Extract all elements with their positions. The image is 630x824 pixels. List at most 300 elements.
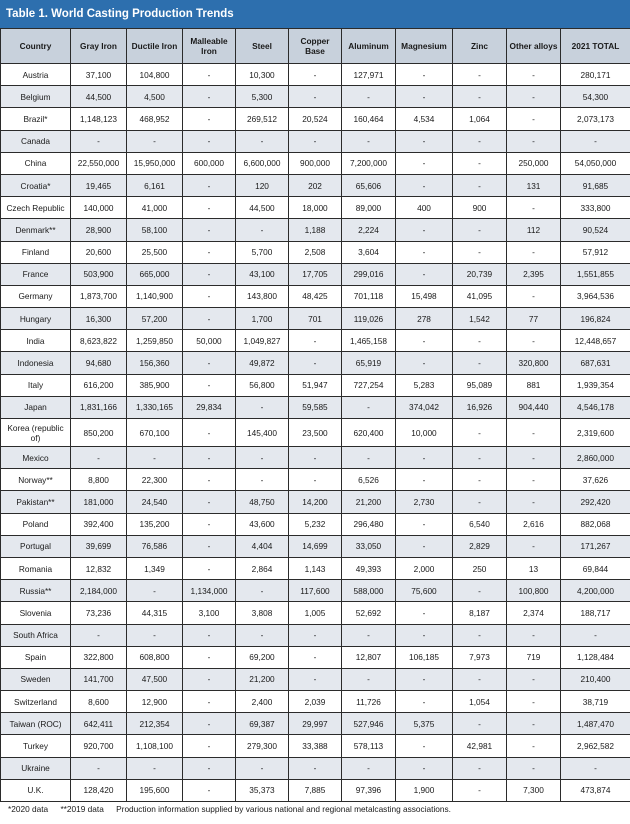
- value-cell: -: [289, 130, 342, 152]
- value-cell: 13: [507, 557, 561, 579]
- table-row: [1, 491, 630, 513]
- table-row: [1, 713, 630, 735]
- value-cell: 1,465,158: [342, 330, 396, 352]
- value-cell: 33,050: [342, 535, 396, 557]
- value-cell: 65,606: [342, 174, 396, 196]
- value-cell: -: [453, 64, 507, 86]
- country-cell: Portugal: [1, 535, 71, 557]
- value-cell: 292,420: [561, 491, 630, 513]
- value-cell: 141,700: [71, 668, 127, 690]
- value-cell: -: [289, 447, 342, 469]
- header-other-alloys: Other alloys: [507, 29, 561, 64]
- value-cell: -: [396, 668, 453, 690]
- value-cell: 43,100: [236, 263, 289, 285]
- value-cell: -: [183, 108, 236, 130]
- value-cell: -: [453, 330, 507, 352]
- value-cell: -: [183, 374, 236, 396]
- country-cell: South Africa: [1, 624, 71, 646]
- value-cell: -: [396, 174, 453, 196]
- value-cell: -: [183, 197, 236, 219]
- value-cell: 47,500: [127, 668, 183, 690]
- table-row: [1, 174, 630, 196]
- value-cell: -: [507, 491, 561, 513]
- value-cell: 850,200: [71, 419, 127, 447]
- country-cell: Turkey: [1, 735, 71, 757]
- value-cell: -: [127, 757, 183, 779]
- value-cell: -: [507, 419, 561, 447]
- value-cell: -: [183, 419, 236, 447]
- footnote: [8, 804, 461, 814]
- value-cell: 15,498: [396, 285, 453, 307]
- value-cell: -: [453, 352, 507, 374]
- value-cell: 120: [236, 174, 289, 196]
- value-cell: 5,700: [236, 241, 289, 263]
- value-cell: -: [396, 535, 453, 557]
- value-cell: 1,140,900: [127, 285, 183, 307]
- value-cell: 385,900: [127, 374, 183, 396]
- value-cell: 8,187: [453, 602, 507, 624]
- value-cell: -: [453, 668, 507, 690]
- value-cell: 94,680: [71, 352, 127, 374]
- value-cell: 882,068: [561, 513, 630, 535]
- value-cell: 1,873,700: [71, 285, 127, 307]
- value-cell: -: [289, 469, 342, 491]
- value-cell: 279,300: [236, 735, 289, 757]
- value-cell: 3,808: [236, 602, 289, 624]
- value-cell: 50,000: [183, 330, 236, 352]
- table-row: [1, 86, 630, 108]
- value-cell: 1,143: [289, 557, 342, 579]
- value-cell: -: [507, 691, 561, 713]
- value-cell: 503,900: [71, 263, 127, 285]
- value-cell: 278: [396, 308, 453, 330]
- casting-production-table: [0, 28, 630, 802]
- value-cell: 900,000: [289, 152, 342, 174]
- value-cell: 5,300: [236, 86, 289, 108]
- value-cell: -: [453, 757, 507, 779]
- value-cell: 4,500: [127, 86, 183, 108]
- value-cell: 156,360: [127, 352, 183, 374]
- value-cell: 687,631: [561, 352, 630, 374]
- value-cell: 8,623,822: [71, 330, 127, 352]
- value-cell: 3,604: [342, 241, 396, 263]
- value-cell: -: [507, 713, 561, 735]
- value-cell: 2,730: [396, 491, 453, 513]
- value-cell: 20,524: [289, 108, 342, 130]
- value-cell: 52,692: [342, 602, 396, 624]
- header-country: Country: [1, 29, 71, 64]
- country-cell: Sweden: [1, 668, 71, 690]
- header-zinc: Zinc: [453, 29, 507, 64]
- value-cell: -: [453, 580, 507, 602]
- value-cell: 701,118: [342, 285, 396, 307]
- value-cell: -: [396, 130, 453, 152]
- value-cell: 22,550,000: [71, 152, 127, 174]
- value-cell: -: [183, 130, 236, 152]
- value-cell: 44,500: [236, 197, 289, 219]
- value-cell: 280,171: [561, 64, 630, 86]
- value-cell: 202: [289, 174, 342, 196]
- value-cell: 1,349: [127, 557, 183, 579]
- value-cell: 76,586: [127, 535, 183, 557]
- value-cell: -: [507, 64, 561, 86]
- value-cell: 48,750: [236, 491, 289, 513]
- header-steel: Steel: [236, 29, 289, 64]
- table-row: [1, 285, 630, 307]
- value-cell: 8,600: [71, 691, 127, 713]
- value-cell: 77: [507, 308, 561, 330]
- country-cell: Poland: [1, 513, 71, 535]
- value-cell: 21,200: [236, 668, 289, 690]
- value-cell: -: [183, 263, 236, 285]
- value-cell: 1,700: [236, 308, 289, 330]
- country-cell: Belgium: [1, 86, 71, 108]
- value-cell: 701: [289, 308, 342, 330]
- value-cell: 6,600,000: [236, 152, 289, 174]
- value-cell: -: [396, 241, 453, 263]
- value-cell: 3,964,536: [561, 285, 630, 307]
- value-cell: 11,726: [342, 691, 396, 713]
- country-cell: Norway**: [1, 469, 71, 491]
- value-cell: -: [236, 624, 289, 646]
- value-cell: 1,188: [289, 219, 342, 241]
- country-cell: Japan: [1, 396, 71, 418]
- value-cell: -: [127, 130, 183, 152]
- value-cell: 12,900: [127, 691, 183, 713]
- value-cell: 41,095: [453, 285, 507, 307]
- value-cell: 181,000: [71, 491, 127, 513]
- value-cell: -: [183, 735, 236, 757]
- value-cell: -: [183, 447, 236, 469]
- value-cell: 14,200: [289, 491, 342, 513]
- value-cell: 160,464: [342, 108, 396, 130]
- value-cell: 135,200: [127, 513, 183, 535]
- value-cell: 1,148,123: [71, 108, 127, 130]
- value-cell: 143,800: [236, 285, 289, 307]
- header-ductile-iron: Ductile Iron: [127, 29, 183, 64]
- value-cell: 588,000: [342, 580, 396, 602]
- table-row: [1, 219, 630, 241]
- value-cell: 73,236: [71, 602, 127, 624]
- value-cell: -: [183, 535, 236, 557]
- value-cell: 600,000: [183, 152, 236, 174]
- header-row: [1, 29, 630, 64]
- value-cell: -: [71, 624, 127, 646]
- value-cell: -: [396, 602, 453, 624]
- header-magnesium: Magnesium: [396, 29, 453, 64]
- table-row: [1, 447, 630, 469]
- value-cell: -: [453, 447, 507, 469]
- value-cell: -: [507, 757, 561, 779]
- value-cell: 195,600: [127, 779, 183, 801]
- value-cell: 42,981: [453, 735, 507, 757]
- value-cell: 57,912: [561, 241, 630, 263]
- value-cell: -: [507, 285, 561, 307]
- value-cell: 24,540: [127, 491, 183, 513]
- country-cell: Italy: [1, 374, 71, 396]
- value-cell: -: [289, 624, 342, 646]
- value-cell: 7,885: [289, 779, 342, 801]
- value-cell: 44,500: [71, 86, 127, 108]
- value-cell: -: [507, 735, 561, 757]
- country-cell: Brazil*: [1, 108, 71, 130]
- value-cell: 19,465: [71, 174, 127, 196]
- value-cell: 65,919: [342, 352, 396, 374]
- value-cell: 95,089: [453, 374, 507, 396]
- value-cell: 2,400: [236, 691, 289, 713]
- table-row: [1, 352, 630, 374]
- value-cell: 14,699: [289, 535, 342, 557]
- value-cell: 100,800: [507, 580, 561, 602]
- table-row: [1, 263, 630, 285]
- value-cell: -: [289, 330, 342, 352]
- value-cell: 2,374: [507, 602, 561, 624]
- value-cell: -: [183, 713, 236, 735]
- value-cell: -: [289, 352, 342, 374]
- value-cell: -: [183, 174, 236, 196]
- table-row: [1, 557, 630, 579]
- value-cell: 2,039: [289, 691, 342, 713]
- country-cell: Czech Republic: [1, 197, 71, 219]
- header-total: 2021 TOTAL: [561, 29, 630, 64]
- value-cell: 250: [453, 557, 507, 579]
- value-cell: 20,600: [71, 241, 127, 263]
- footnote-source: Production information supplied by various national and regional metalcasting associations.: [116, 804, 451, 814]
- value-cell: 10,300: [236, 64, 289, 86]
- value-cell: 904,440: [507, 396, 561, 418]
- value-cell: 6,526: [342, 469, 396, 491]
- value-cell: -: [396, 469, 453, 491]
- value-cell: 1,108,100: [127, 735, 183, 757]
- value-cell: 23,500: [289, 419, 342, 447]
- value-cell: -: [236, 396, 289, 418]
- value-cell: 1,487,470: [561, 713, 630, 735]
- value-cell: 91,685: [561, 174, 630, 196]
- value-cell: -: [396, 86, 453, 108]
- table-row: [1, 108, 630, 130]
- value-cell: 6,540: [453, 513, 507, 535]
- country-cell: France: [1, 263, 71, 285]
- value-cell: -: [183, 491, 236, 513]
- value-cell: 97,396: [342, 779, 396, 801]
- value-cell: 2,829: [453, 535, 507, 557]
- value-cell: 2,962,582: [561, 735, 630, 757]
- value-cell: 38,719: [561, 691, 630, 713]
- value-cell: 21,200: [342, 491, 396, 513]
- country-cell: Canada: [1, 130, 71, 152]
- value-cell: 8,800: [71, 469, 127, 491]
- header-gray-iron: Gray Iron: [71, 29, 127, 64]
- value-cell: -: [507, 469, 561, 491]
- header-malleable-iron: Malleable Iron: [183, 29, 236, 64]
- value-cell: 1,542: [453, 308, 507, 330]
- value-cell: -: [396, 691, 453, 713]
- table-row: [1, 646, 630, 668]
- value-cell: -: [396, 219, 453, 241]
- value-cell: 12,832: [71, 557, 127, 579]
- value-cell: 7,300: [507, 779, 561, 801]
- value-cell: -: [453, 419, 507, 447]
- country-cell: Switzerland: [1, 691, 71, 713]
- country-cell: Korea (republic of): [1, 419, 71, 447]
- value-cell: 37,100: [71, 64, 127, 86]
- value-cell: -: [236, 469, 289, 491]
- value-cell: -: [396, 624, 453, 646]
- value-cell: 12,807: [342, 646, 396, 668]
- country-cell: Mexico: [1, 447, 71, 469]
- value-cell: 1,939,354: [561, 374, 630, 396]
- country-cell: Finland: [1, 241, 71, 263]
- table-row: [1, 241, 630, 263]
- country-cell: Russia**: [1, 580, 71, 602]
- value-cell: 57,200: [127, 308, 183, 330]
- value-cell: 616,200: [71, 374, 127, 396]
- value-cell: 33,388: [289, 735, 342, 757]
- value-cell: 28,900: [71, 219, 127, 241]
- country-cell: U.K.: [1, 779, 71, 801]
- value-cell: 37,626: [561, 469, 630, 491]
- value-cell: -: [183, 86, 236, 108]
- value-cell: 2,864: [236, 557, 289, 579]
- value-cell: 25,500: [127, 241, 183, 263]
- value-cell: 17,705: [289, 263, 342, 285]
- value-cell: 131: [507, 174, 561, 196]
- value-cell: -: [183, 469, 236, 491]
- value-cell: -: [342, 396, 396, 418]
- value-cell: -: [127, 580, 183, 602]
- value-cell: 299,016: [342, 263, 396, 285]
- table-row: [1, 735, 630, 757]
- value-cell: 400: [396, 197, 453, 219]
- table-row: [1, 330, 630, 352]
- value-cell: 212,354: [127, 713, 183, 735]
- value-cell: 1,134,000: [183, 580, 236, 602]
- value-cell: 2,616: [507, 513, 561, 535]
- value-cell: 5,375: [396, 713, 453, 735]
- value-cell: 59,585: [289, 396, 342, 418]
- value-cell: 49,393: [342, 557, 396, 579]
- value-cell: 18,000: [289, 197, 342, 219]
- value-cell: 39,699: [71, 535, 127, 557]
- value-cell: -: [236, 219, 289, 241]
- value-cell: 2,073,173: [561, 108, 630, 130]
- table-row: [1, 374, 630, 396]
- value-cell: 48,425: [289, 285, 342, 307]
- value-cell: -: [396, 757, 453, 779]
- country-cell: Romania: [1, 557, 71, 579]
- value-cell: 54,050,000: [561, 152, 630, 174]
- value-cell: 4,200,000: [561, 580, 630, 602]
- value-cell: 56,800: [236, 374, 289, 396]
- table-row: [1, 779, 630, 801]
- value-cell: 10,000: [396, 419, 453, 447]
- value-cell: 69,200: [236, 646, 289, 668]
- value-cell: -: [127, 624, 183, 646]
- value-cell: 2,184,000: [71, 580, 127, 602]
- country-cell: Germany: [1, 285, 71, 307]
- value-cell: 269,512: [236, 108, 289, 130]
- value-cell: -: [453, 469, 507, 491]
- value-cell: 2,508: [289, 241, 342, 263]
- value-cell: -: [396, 735, 453, 757]
- value-cell: -: [342, 86, 396, 108]
- value-cell: 128,420: [71, 779, 127, 801]
- value-cell: 1,054: [453, 691, 507, 713]
- value-cell: 41,000: [127, 197, 183, 219]
- value-cell: 15,950,000: [127, 152, 183, 174]
- value-cell: 5,232: [289, 513, 342, 535]
- country-cell: Pakistan**: [1, 491, 71, 513]
- value-cell: 20,739: [453, 263, 507, 285]
- table-row: [1, 130, 630, 152]
- table-row: [1, 469, 630, 491]
- value-cell: 608,800: [127, 646, 183, 668]
- value-cell: -: [396, 513, 453, 535]
- value-cell: 2,319,600: [561, 419, 630, 447]
- value-cell: -: [183, 219, 236, 241]
- value-cell: -: [453, 241, 507, 263]
- value-cell: 188,717: [561, 602, 630, 624]
- value-cell: 1,128,484: [561, 646, 630, 668]
- value-cell: 2,224: [342, 219, 396, 241]
- value-cell: -: [236, 757, 289, 779]
- value-cell: -: [183, 668, 236, 690]
- table-row: [1, 152, 630, 174]
- value-cell: -: [183, 757, 236, 779]
- country-cell: Ukraine: [1, 757, 71, 779]
- header-aluminum: Aluminum: [342, 29, 396, 64]
- value-cell: -: [183, 557, 236, 579]
- value-cell: 89,000: [342, 197, 396, 219]
- table-row: [1, 513, 630, 535]
- value-cell: -: [507, 86, 561, 108]
- country-cell: Croatia*: [1, 174, 71, 196]
- value-cell: -: [183, 779, 236, 801]
- country-cell: Taiwan (ROC): [1, 713, 71, 735]
- value-cell: -: [453, 491, 507, 513]
- table-row: [1, 308, 630, 330]
- value-cell: 333,800: [561, 197, 630, 219]
- value-cell: -: [71, 447, 127, 469]
- value-cell: -: [289, 64, 342, 86]
- value-cell: -: [183, 64, 236, 86]
- value-cell: 296,480: [342, 513, 396, 535]
- country-cell: China: [1, 152, 71, 174]
- value-cell: -: [183, 285, 236, 307]
- value-cell: 210,400: [561, 668, 630, 690]
- value-cell: -: [396, 64, 453, 86]
- value-cell: 642,411: [71, 713, 127, 735]
- value-cell: -: [507, 130, 561, 152]
- value-cell: 112: [507, 219, 561, 241]
- value-cell: -: [453, 174, 507, 196]
- value-cell: -: [289, 646, 342, 668]
- table-row: [1, 757, 630, 779]
- header-copper-base: Copper Base: [289, 29, 342, 64]
- value-cell: -: [289, 86, 342, 108]
- value-cell: 69,387: [236, 713, 289, 735]
- value-cell: -: [453, 86, 507, 108]
- value-cell: 1,005: [289, 602, 342, 624]
- value-cell: 1,551,855: [561, 263, 630, 285]
- value-cell: 727,254: [342, 374, 396, 396]
- value-cell: -: [342, 624, 396, 646]
- value-cell: -: [236, 580, 289, 602]
- table-row: [1, 602, 630, 624]
- value-cell: 881: [507, 374, 561, 396]
- value-cell: -: [453, 152, 507, 174]
- value-cell: 1,831,166: [71, 396, 127, 418]
